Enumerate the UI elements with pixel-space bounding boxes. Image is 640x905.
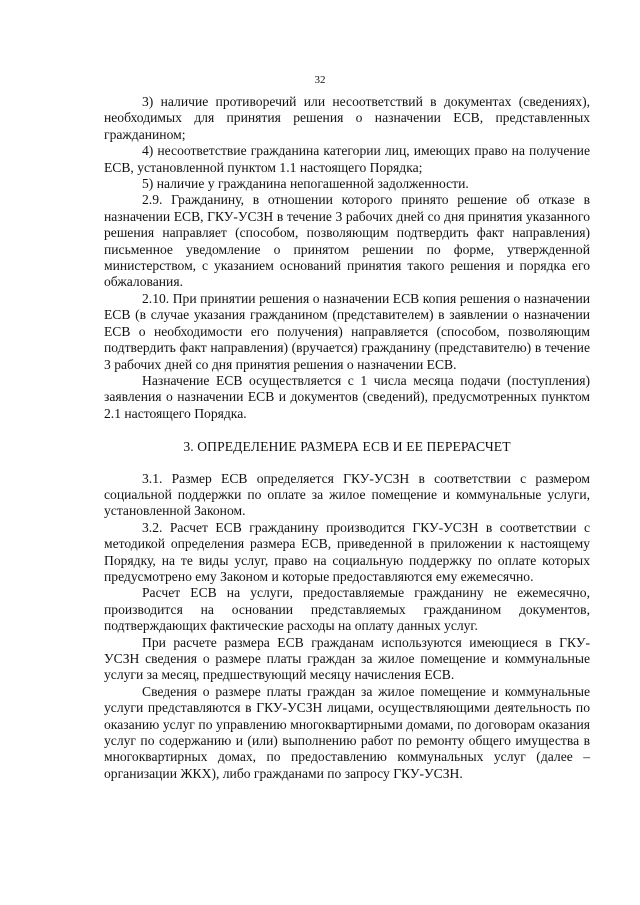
paragraph-3-2: 3.2. Расчет ЕСВ гражданину производится ГКУ-УСЗН в соответствии с методикой определения размера ЕСВ, приведенной в приложении к настоящему Порядку, на те виды услуг, право на социальную поддержку по оплате которых предусмотрено ему Законом и которые предоставляются ему ежемесячно. bbox=[104, 519, 590, 584]
paragraph-calculation: При расчете размера ЕСВ гражданам используются имеющиеся в ГКУ-УСЗН сведения о размере платы граждан за жилое помещение и коммунальные услуги за месяц, предшествующий месяцу начисления ЕСВ. bbox=[104, 634, 590, 683]
section-title: 3. ОПРЕДЕЛЕНИЕ РАЗМЕРА ЕСВ И ЕЕ ПЕРЕРАСЧЕТ bbox=[183, 439, 511, 455]
paragraph-esv-start: Назначение ЕСВ осуществляется с 1 числа месяца подачи (поступления) заявления о назначении ЕСВ и документов (сведений), предусмотренных пунктом 2.1 настоящего Порядка. bbox=[104, 372, 590, 421]
paragraph-payment-info: Сведения о размере платы граждан за жилое помещение и коммунальные услуги представляются в ГКУ-УСЗН лицами, осуществляющими деятельность по оказанию услуг по управлению многоквартирными домами, по договорам оказания услуг по содержанию и (или) выполнению работ по ремонту общего имущества в многоквартирных домах, по предоставлению коммунальных услуг (далее – организации ЖКХ), либо гражданами по запросу ГКУ-УСЗН. bbox=[104, 683, 590, 781]
paragraph-2-10: 2.10. При принятии решения о назначении ЕСВ копия решения о назначении ЕСВ (в случае указания гражданином (представителем) в заявлении о назначении ЕСВ о необходимости его получения) направляется (способом, позволяющим подтвердить факт направления) (вручается) гражданину (представителю) в течение 3 рабочих дней со дня принятия решения о назначении ЕСВ. bbox=[104, 290, 590, 372]
paragraph-non-monthly: Расчет ЕСВ на услуги, предоставляемые гражданину не ежемесячно, производится на основании представляемых гражданином документов, подтверждающих фактические расходы на оплату данных услуг. bbox=[104, 585, 590, 634]
page-number: 32 bbox=[314, 74, 326, 86]
paragraph-3-1: 3.1. Размер ЕСВ определяется ГКУ-УСЗН в соответствии с размером социальной поддержки по оплате за жилое помещение и коммунальные услуги, установленной Законом. bbox=[104, 470, 590, 519]
document-body bbox=[104, 94, 590, 782]
paragraph-2-9: 2.9. Гражданину, в отношении которого принято решение об отказе в назначении ЕСВ, ГКУ-УСЗН в течение 3 рабочих дней со дня принятия указанного решения направляет (способом, позволяющим подтвердить факт направления) письменное уведомление о принятом решении по форме, утвержденной министерством, с указанием оснований принятия такого решения и порядка его обжалования. bbox=[104, 192, 590, 290]
paragraph-item-4: 4) несоответствие гражданина категории лиц, имеющих право на получение ЕСВ, установленной пунктом 1.1 настоящего Порядка; bbox=[104, 143, 590, 175]
paragraph-item-5: 5) наличие у гражданина непогашенной задолженности. bbox=[142, 176, 469, 192]
paragraph-item-3: 3) наличие противоречий или несоответствий в документах (сведениях), необходимых для принятия решения о назначении ЕСВ, представленных гражданином; bbox=[104, 94, 590, 142]
